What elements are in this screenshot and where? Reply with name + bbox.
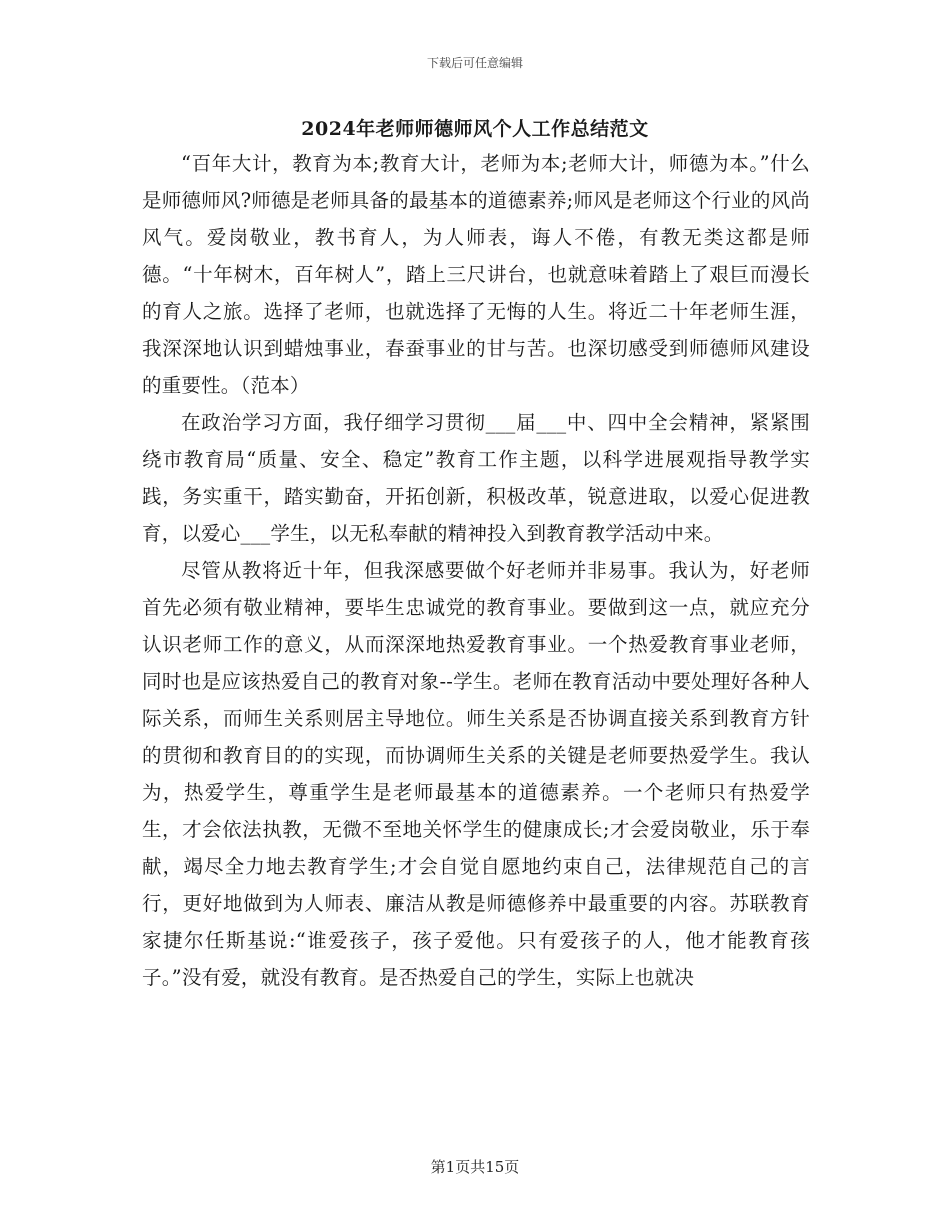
page-number: 第1页共15页 xyxy=(430,1158,520,1176)
paragraph-3: 尽管从教将近十年，但我深感要做个好老师并非易事。我认为，好老师首先必须有敬业精神，要毕生忠诚党的教育事业。要做到这一点，就应充分认识老师工作的意义，从而深深地热爱教育事业。一个热爱教育事业老师，同时也是应该热爱自己的教育对象--学生。老师在教育活动中要处理好各种人际关系，而师生关系则居主导地位。师生关系是否协调直接关系到教育方针的贯彻和教育目的的实现，而协调师生关系的关键是老师要热爱学生。我认为，热爱学生，尊重学生是老师最基本的道德素养。一个老师只有热爱学生，才会依法执教，无微不至地关怀学生的健康成长;才会爱岗敬业，乐于奉献，竭尽全力地去教育学生;才会自觉自愿地约束自己，法律规范自己的言行，更好地做到为人师表、廉洁从教是师德修养中最重要的内容。苏联教育家捷尔任斯基说:“谁爱孩子，孩子爱他。只有爱孩子的人，他才能教育孩子。”没有爱，就没有教育。是否热爱自己的学生，实际上也就决 xyxy=(142,559,810,989)
paragraph-1: “百年大计，教育为本;教育大计，老师为本;老师大计，师德为本。”什么是师德师风?师德是老师具备的最基本的道德素养;师风是老师这个行业的风尚风气。爱岗敬业，教书育人，为人师表，诲人不倦，有教无类这都是师德。“十年树木，百年树人”，踏上三尺讲台，也就意味着踏上了艰巨而漫长的育人之旅。选择了老师，也就选择了无悔的人生。将近二十年老师生涯，我深深地认识到蜡烛事业，春蚕事业的甘与苦。也深切感受到师德师风建设的重要性。（范本） xyxy=(142,152,810,397)
paragraph-2: 在政治学习方面，我仔细学习贯彻___届___中、四中全会精神，紧紧围绕市教育局“质量、安全、稳定”教育工作主题，以科学进展观指导教学实践，务实重干，踏实勤奋，开拓创新，积极改革，锐意进取，以爱心促进教育，以爱心___学生，以无私奉献的精神投入到教育教学活动中来。 xyxy=(142,411,810,545)
document-body xyxy=(142,145,810,996)
document-title: 2024年老师师德师风个人工作总结范文 xyxy=(301,118,649,140)
header-note: 下载后可任意编辑 xyxy=(426,56,523,70)
